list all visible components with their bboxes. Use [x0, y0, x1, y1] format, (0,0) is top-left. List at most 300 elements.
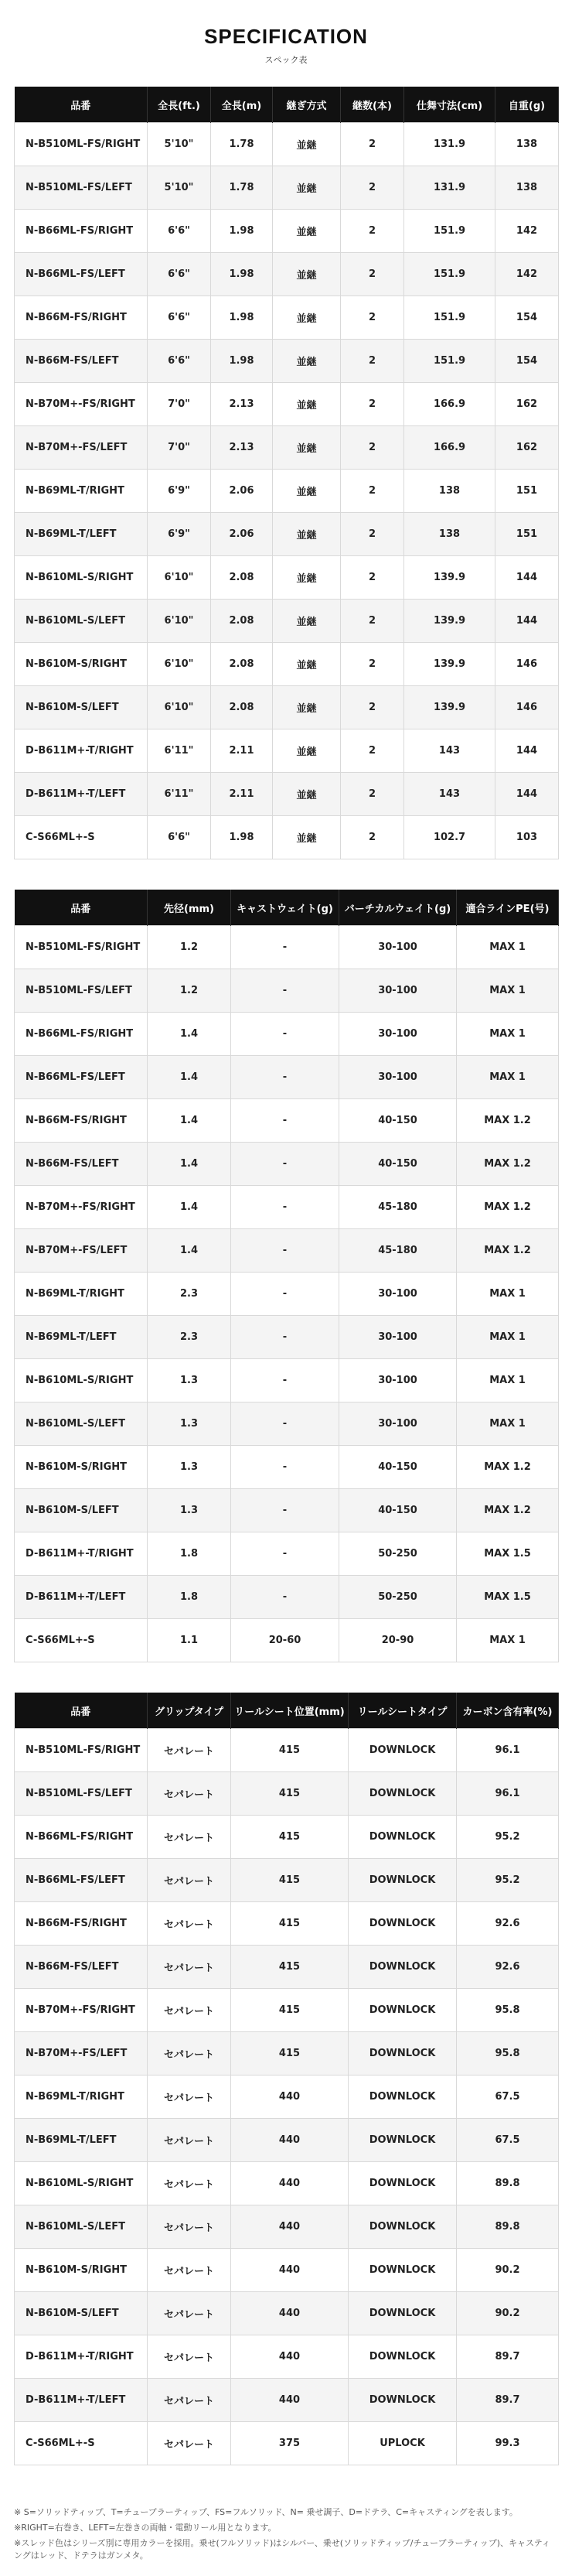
value-cell: 144 [495, 729, 559, 773]
table-row [15, 383, 559, 426]
column-header: リールシートタイプ [349, 1693, 457, 1729]
spec-table-reelseat [14, 1693, 559, 2465]
table-row [15, 470, 559, 513]
table-row [15, 1099, 559, 1143]
value-cell: 30-100 [339, 1273, 457, 1316]
value-cell: 151.9 [404, 340, 495, 383]
value-cell: 7'0" [148, 383, 211, 426]
table-row [15, 2292, 559, 2335]
value-cell: 並継 [273, 513, 341, 556]
table-row [15, 1013, 559, 1056]
model-cell: N-B66M-FS/RIGHT [15, 296, 148, 340]
model-cell: N-B69ML-T/LEFT [15, 513, 148, 556]
column-header: キャストウェイト(g) [231, 890, 339, 926]
value-cell: 40-150 [339, 1489, 457, 1532]
value-cell: DOWNLOCK [349, 2335, 457, 2379]
value-cell: 40-150 [339, 1099, 457, 1143]
column-header: 先径(mm) [148, 890, 231, 926]
value-cell: 95.2 [457, 1859, 559, 1902]
table-row [15, 2249, 559, 2292]
column-header: カーボン含有率(%) [457, 1693, 559, 1729]
value-cell: セパレート [148, 1859, 231, 1902]
model-cell: D-B611M+-T/RIGHT [15, 1532, 148, 1576]
value-cell: 415 [231, 1772, 349, 1816]
model-cell: N-B66M-FS/RIGHT [15, 1099, 148, 1143]
model-cell: N-B70M+-FS/RIGHT [15, 1186, 148, 1229]
value-cell: 440 [231, 2075, 349, 2119]
value-cell: 6'6" [148, 816, 211, 859]
value-cell: 139.9 [404, 556, 495, 600]
model-cell: N-B510ML-FS/RIGHT [15, 1729, 148, 1772]
value-cell: MAX 1.2 [457, 1186, 559, 1229]
table-row [15, 969, 559, 1013]
table-row [15, 1619, 559, 1662]
value-cell: 96.1 [457, 1772, 559, 1816]
column-header: 仕舞寸法(cm) [404, 87, 495, 123]
value-cell: 2 [341, 210, 404, 253]
value-cell: 並継 [273, 253, 341, 296]
value-cell: 並継 [273, 729, 341, 773]
model-cell: N-B610M-S/RIGHT [15, 1446, 148, 1489]
table-row [15, 1576, 559, 1619]
model-cell: N-B66M-FS/LEFT [15, 340, 148, 383]
value-cell: 並継 [273, 210, 341, 253]
value-cell: 並継 [273, 340, 341, 383]
column-header: 品番 [15, 890, 148, 926]
table-row [15, 2119, 559, 2162]
value-cell: 30-100 [339, 1402, 457, 1446]
value-cell: 90.2 [457, 2292, 559, 2335]
value-cell: 並継 [273, 816, 341, 859]
value-cell: セパレート [148, 2292, 231, 2335]
table-row [15, 1729, 559, 1772]
table-row [15, 426, 559, 470]
model-cell: N-B66ML-FS/RIGHT [15, 210, 148, 253]
model-cell: N-B69ML-T/RIGHT [15, 470, 148, 513]
value-cell: 2 [341, 773, 404, 816]
value-cell: 440 [231, 2292, 349, 2335]
value-cell: 40-150 [339, 1143, 457, 1186]
value-cell: 6'6" [148, 210, 211, 253]
value-cell: 2.06 [211, 513, 273, 556]
table-row [15, 1772, 559, 1816]
value-cell: 67.5 [457, 2075, 559, 2119]
value-cell: MAX 1.5 [457, 1532, 559, 1576]
value-cell: セパレート [148, 2162, 231, 2205]
column-header: 継数(本) [341, 87, 404, 123]
value-cell: 20-60 [231, 1619, 339, 1662]
value-cell: セパレート [148, 2249, 231, 2292]
column-header: バーチカルウェイト(g) [339, 890, 457, 926]
value-cell: - [231, 1359, 339, 1402]
value-cell: 146 [495, 686, 559, 729]
model-cell: N-B510ML-FS/LEFT [15, 1772, 148, 1816]
model-cell: N-B610ML-S/RIGHT [15, 556, 148, 600]
value-cell: セパレート [148, 2205, 231, 2249]
value-cell: DOWNLOCK [349, 1859, 457, 1902]
value-cell: MAX 1 [457, 1316, 559, 1359]
model-cell: C-S66ML+-S [15, 816, 148, 859]
table-row [15, 643, 559, 686]
model-cell: N-B610ML-S/LEFT [15, 2205, 148, 2249]
value-cell: 20-90 [339, 1619, 457, 1662]
value-cell: 45-180 [339, 1229, 457, 1273]
value-cell: 131.9 [404, 166, 495, 210]
value-cell: DOWNLOCK [349, 1729, 457, 1772]
value-cell: 142 [495, 210, 559, 253]
value-cell: 415 [231, 1902, 349, 1946]
table-row [15, 1359, 559, 1402]
table-row [15, 1902, 559, 1946]
value-cell: 138 [404, 513, 495, 556]
table-row [15, 296, 559, 340]
spec-table-dimensions [14, 87, 559, 859]
value-cell: - [231, 1099, 339, 1143]
model-cell: N-B610M-S/RIGHT [15, 643, 148, 686]
value-cell: 2.08 [211, 686, 273, 729]
value-cell: 144 [495, 773, 559, 816]
table-row [15, 1859, 559, 1902]
model-cell: N-B66M-FS/LEFT [15, 1946, 148, 1989]
value-cell: 146 [495, 643, 559, 686]
value-cell: 440 [231, 2249, 349, 2292]
value-cell: セパレート [148, 2422, 231, 2465]
value-cell: 6'11" [148, 729, 211, 773]
value-cell: 151 [495, 470, 559, 513]
table-header-row [15, 1693, 559, 1729]
model-cell: N-B610M-S/LEFT [15, 2292, 148, 2335]
model-cell: N-B70M+-FS/LEFT [15, 2032, 148, 2075]
value-cell: 2.11 [211, 729, 273, 773]
value-cell: 1.8 [148, 1532, 231, 1576]
value-cell: 131.9 [404, 123, 495, 166]
column-header: グリップタイプ [148, 1693, 231, 1729]
value-cell: 440 [231, 2335, 349, 2379]
table-row [15, 513, 559, 556]
value-cell: 30-100 [339, 1316, 457, 1359]
table-row [15, 123, 559, 166]
value-cell: 6'10" [148, 643, 211, 686]
value-cell: - [231, 1489, 339, 1532]
value-cell: 1.4 [148, 1186, 231, 1229]
value-cell: 2 [341, 253, 404, 296]
value-cell: 2 [341, 340, 404, 383]
note-line: ※RIGHT=右巻き、LEFT=左巻きの両軸・電動リール用となります。 [14, 2523, 277, 2533]
value-cell: MAX 1.2 [457, 1229, 559, 1273]
value-cell: 415 [231, 1816, 349, 1859]
value-cell: 415 [231, 1946, 349, 1989]
value-cell: 1.78 [211, 166, 273, 210]
value-cell: 95.2 [457, 1816, 559, 1859]
value-cell: 138 [495, 166, 559, 210]
model-cell: N-B66ML-FS/RIGHT [15, 1013, 148, 1056]
value-cell: 89.7 [457, 2335, 559, 2379]
value-cell: 30-100 [339, 1013, 457, 1056]
model-cell: N-B610ML-S/LEFT [15, 600, 148, 643]
value-cell: 2 [341, 556, 404, 600]
value-cell: 1.98 [211, 296, 273, 340]
model-cell: D-B611M+-T/LEFT [15, 773, 148, 816]
column-header: 継ぎ方式 [273, 87, 341, 123]
value-cell: 並継 [273, 166, 341, 210]
model-cell: N-B610M-S/LEFT [15, 686, 148, 729]
value-cell: 144 [495, 556, 559, 600]
value-cell: 142 [495, 253, 559, 296]
model-cell: D-B611M+-T/RIGHT [15, 2335, 148, 2379]
table-row [15, 340, 559, 383]
value-cell: 166.9 [404, 426, 495, 470]
model-cell: C-S66ML+-S [15, 2422, 148, 2465]
value-cell: 30-100 [339, 969, 457, 1013]
table-row [15, 556, 559, 600]
value-cell: 並継 [273, 686, 341, 729]
value-cell: セパレート [148, 1989, 231, 2032]
column-header: 全長(m) [211, 87, 273, 123]
value-cell: 2 [341, 816, 404, 859]
value-cell: 415 [231, 1989, 349, 2032]
table-row [15, 1489, 559, 1532]
value-cell: MAX 1 [457, 1056, 559, 1099]
model-cell: N-B510ML-FS/LEFT [15, 969, 148, 1013]
note-line: ※スレッド色はシリーズ別に専用カラーを採用。乗せ(フルソリッド)はシルバー、乗せ(ソリッドティップ/チューブラーティップ)、キャスティングはレッド、ドテラはガンメタ。 [14, 2538, 550, 2561]
value-cell: 6'10" [148, 556, 211, 600]
value-cell: セパレート [148, 1772, 231, 1816]
value-cell: 並継 [273, 426, 341, 470]
value-cell: 151.9 [404, 210, 495, 253]
value-cell: 143 [404, 729, 495, 773]
value-cell: 1.3 [148, 1402, 231, 1446]
value-cell: 30-100 [339, 1056, 457, 1099]
column-header: 品番 [15, 87, 148, 123]
value-cell: DOWNLOCK [349, 2119, 457, 2162]
value-cell: 1.98 [211, 210, 273, 253]
value-cell: 89.8 [457, 2205, 559, 2249]
model-cell: N-B66M-FS/RIGHT [15, 1902, 148, 1946]
table-row [15, 773, 559, 816]
value-cell: 144 [495, 600, 559, 643]
value-cell: 並継 [273, 773, 341, 816]
value-cell: - [231, 1316, 339, 1359]
model-cell: N-B70M+-FS/RIGHT [15, 1989, 148, 2032]
table-row [15, 2335, 559, 2379]
value-cell: 92.6 [457, 1902, 559, 1946]
model-cell: N-B66M-FS/LEFT [15, 1143, 148, 1186]
value-cell: 154 [495, 296, 559, 340]
model-cell: N-B510ML-FS/RIGHT [15, 926, 148, 969]
value-cell: DOWNLOCK [349, 1772, 457, 1816]
value-cell: 375 [231, 2422, 349, 2465]
value-cell: - [231, 1143, 339, 1186]
value-cell: 2.08 [211, 600, 273, 643]
table-row [15, 1532, 559, 1576]
value-cell: MAX 1.2 [457, 1143, 559, 1186]
value-cell: 6'6" [148, 253, 211, 296]
value-cell: 7'0" [148, 426, 211, 470]
value-cell: 2 [341, 470, 404, 513]
value-cell: 95.8 [457, 2032, 559, 2075]
value-cell: 45-180 [339, 1186, 457, 1229]
value-cell: DOWNLOCK [349, 2075, 457, 2119]
spec-heading [0, 0, 572, 68]
model-cell: N-B66ML-FS/RIGHT [15, 1816, 148, 1859]
model-cell: N-B69ML-T/LEFT [15, 2119, 148, 2162]
value-cell: 30-100 [339, 926, 457, 969]
value-cell: DOWNLOCK [349, 1902, 457, 1946]
page-title: SPECIFICATION [204, 25, 368, 48]
value-cell: セパレート [148, 1729, 231, 1772]
value-cell: DOWNLOCK [349, 2292, 457, 2335]
value-cell: 138 [404, 470, 495, 513]
value-cell: 並継 [273, 600, 341, 643]
value-cell: MAX 1 [457, 969, 559, 1013]
model-cell: N-B610ML-S/LEFT [15, 1402, 148, 1446]
note-line: ※ S=ソリッドティップ、T=チューブラーティップ、FS=フルソリッド、N= 乗せ調子、D=ドテラ、C=キャスティングを表します。 [14, 2507, 518, 2517]
value-cell: 1.4 [148, 1099, 231, 1143]
value-cell: セパレート [148, 1902, 231, 1946]
value-cell: 1.2 [148, 926, 231, 969]
value-cell: DOWNLOCK [349, 1989, 457, 2032]
value-cell: 162 [495, 426, 559, 470]
model-cell: N-B69ML-T/RIGHT [15, 2075, 148, 2119]
value-cell: - [231, 926, 339, 969]
value-cell: DOWNLOCK [349, 2032, 457, 2075]
value-cell: 162 [495, 383, 559, 426]
table-row [15, 2422, 559, 2465]
value-cell: - [231, 1186, 339, 1229]
column-header: 全長(ft.) [148, 87, 211, 123]
table-row [15, 1056, 559, 1099]
value-cell: 2.3 [148, 1316, 231, 1359]
value-cell: 6'10" [148, 600, 211, 643]
value-cell: MAX 1.5 [457, 1576, 559, 1619]
table-row [15, 1446, 559, 1489]
table-row [15, 1229, 559, 1273]
model-cell: N-B510ML-FS/RIGHT [15, 123, 148, 166]
value-cell: 2 [341, 383, 404, 426]
spec-notes [14, 2506, 558, 2565]
value-cell: MAX 1 [457, 1402, 559, 1446]
page-subtitle: スペック表 [264, 55, 308, 65]
value-cell: 92.6 [457, 1946, 559, 1989]
value-cell: DOWNLOCK [349, 2205, 457, 2249]
value-cell: 1.98 [211, 340, 273, 383]
value-cell: 151 [495, 513, 559, 556]
table-row [15, 2162, 559, 2205]
value-cell: MAX 1.2 [457, 1489, 559, 1532]
value-cell: MAX 1.2 [457, 1099, 559, 1143]
value-cell: MAX 1 [457, 926, 559, 969]
value-cell: 102.7 [404, 816, 495, 859]
table-row [15, 1989, 559, 2032]
value-cell: 1.8 [148, 1576, 231, 1619]
value-cell: 2.06 [211, 470, 273, 513]
value-cell: 2 [341, 729, 404, 773]
value-cell: 2.08 [211, 556, 273, 600]
table-row [15, 729, 559, 773]
value-cell: 1.4 [148, 1056, 231, 1099]
value-cell: 151.9 [404, 296, 495, 340]
value-cell: 並継 [273, 383, 341, 426]
column-header: 適合ラインPE(号) [457, 890, 559, 926]
table-row [15, 816, 559, 859]
value-cell: 1.4 [148, 1229, 231, 1273]
value-cell: 1.1 [148, 1619, 231, 1662]
value-cell: - [231, 1402, 339, 1446]
value-cell: 50-250 [339, 1532, 457, 1576]
value-cell: 415 [231, 2032, 349, 2075]
value-cell: MAX 1.2 [457, 1446, 559, 1489]
value-cell: - [231, 1056, 339, 1099]
value-cell: 1.3 [148, 1359, 231, 1402]
value-cell: 2 [341, 686, 404, 729]
value-cell: 143 [404, 773, 495, 816]
value-cell: 2 [341, 296, 404, 340]
value-cell: MAX 1 [457, 1619, 559, 1662]
table-row [15, 2379, 559, 2422]
model-cell: N-B69ML-T/RIGHT [15, 1273, 148, 1316]
model-cell: N-B70M+-FS/LEFT [15, 426, 148, 470]
value-cell: 50-250 [339, 1576, 457, 1619]
value-cell: 2.13 [211, 383, 273, 426]
value-cell: セパレート [148, 2032, 231, 2075]
value-cell: 2.13 [211, 426, 273, 470]
model-cell: N-B610M-S/LEFT [15, 1489, 148, 1532]
column-header: リールシート位置(mm) [231, 1693, 349, 1729]
table-row [15, 600, 559, 643]
value-cell: MAX 1 [457, 1359, 559, 1402]
value-cell: 139.9 [404, 686, 495, 729]
value-cell: 1.3 [148, 1446, 231, 1489]
model-cell: D-B611M+-T/LEFT [15, 2379, 148, 2422]
model-cell: N-B510ML-FS/LEFT [15, 166, 148, 210]
value-cell: 95.8 [457, 1989, 559, 2032]
value-cell: 1.78 [211, 123, 273, 166]
column-header: 自重(g) [495, 87, 559, 123]
value-cell: - [231, 1013, 339, 1056]
value-cell: 1.4 [148, 1013, 231, 1056]
column-header: 品番 [15, 1693, 148, 1729]
spec-table-weights [14, 890, 559, 1662]
value-cell: 138 [495, 123, 559, 166]
value-cell: 1.2 [148, 969, 231, 1013]
value-cell: MAX 1 [457, 1273, 559, 1316]
value-cell: 154 [495, 340, 559, 383]
model-cell: N-B66ML-FS/LEFT [15, 1056, 148, 1099]
value-cell: 6'6" [148, 296, 211, 340]
value-cell: UPLOCK [349, 2422, 457, 2465]
model-cell: D-B611M+-T/LEFT [15, 1576, 148, 1619]
value-cell: 並継 [273, 470, 341, 513]
value-cell: 5'10" [148, 166, 211, 210]
table-row [15, 166, 559, 210]
table-row [15, 253, 559, 296]
table-header-row [15, 87, 559, 123]
value-cell: 6'10" [148, 686, 211, 729]
value-cell: 2 [341, 513, 404, 556]
table-row [15, 2032, 559, 2075]
value-cell: セパレート [148, 1816, 231, 1859]
model-cell: N-B69ML-T/LEFT [15, 1316, 148, 1359]
value-cell: DOWNLOCK [349, 1946, 457, 1989]
value-cell: DOWNLOCK [349, 2379, 457, 2422]
value-cell: - [231, 1446, 339, 1489]
value-cell: セパレート [148, 2075, 231, 2119]
value-cell: - [231, 1532, 339, 1576]
value-cell: 166.9 [404, 383, 495, 426]
value-cell: セパレート [148, 1946, 231, 1989]
model-cell: N-B70M+-FS/LEFT [15, 1229, 148, 1273]
value-cell: 440 [231, 2162, 349, 2205]
